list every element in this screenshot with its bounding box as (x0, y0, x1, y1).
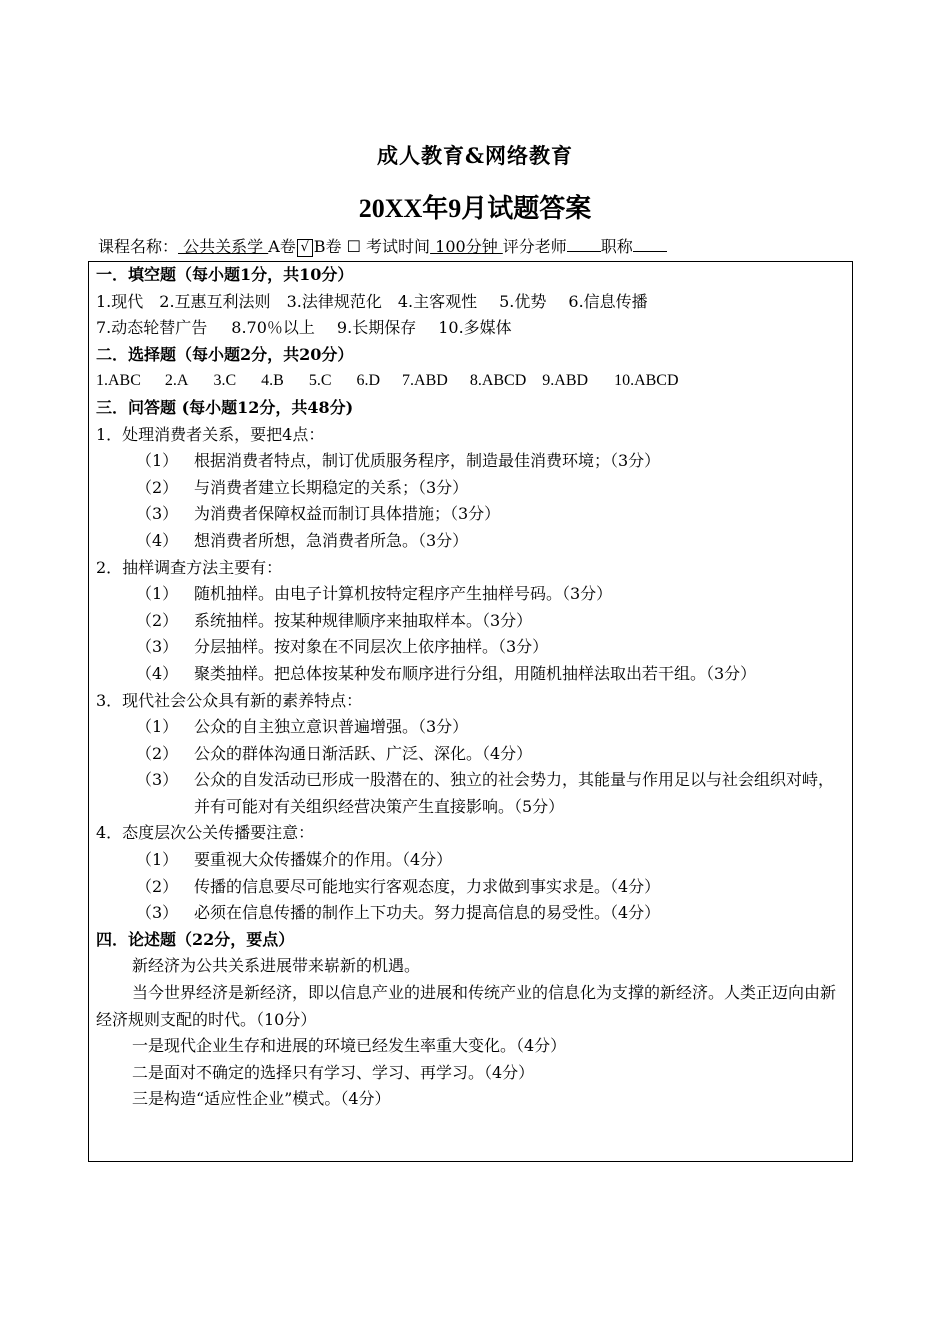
choice-answer: 8.ABCD (469, 372, 527, 390)
grader-blank (567, 237, 601, 252)
item-number: （1） (136, 451, 179, 471)
item-number: （3） (136, 903, 179, 923)
question-title: 4．态度层次公关传播要注意： (96, 823, 315, 843)
fill-answer: 6.信息传播 (568, 291, 648, 311)
fill-answer: 7.动态轮替广告 (96, 318, 208, 338)
choice-answer: 1.ABC (96, 372, 141, 390)
choice-answer: 2.A (164, 372, 189, 390)
fill-answer: 10.多媒体 (438, 318, 512, 338)
list-item (96, 741, 848, 768)
list-item (96, 448, 848, 475)
list-item (96, 714, 848, 741)
item-number: （2） (136, 743, 179, 763)
choice-answer: 6.D (356, 372, 381, 390)
list-item (96, 767, 848, 820)
choice-answer: 4.B (261, 372, 284, 390)
checkbox-empty-icon[interactable]: ☐ (346, 237, 361, 256)
list-item (96, 847, 848, 874)
list-item (96, 874, 848, 901)
job-title-blank (633, 237, 667, 252)
course-name: 公共关系学 (178, 237, 269, 256)
fill-answer: 4.主客观性 (397, 291, 478, 311)
list-item (96, 528, 848, 555)
item-text: 随机抽样。由电子计算机按特定程序产生抽样号码。（3分） (194, 584, 613, 604)
item-number: （2） (136, 610, 179, 630)
answer-content (96, 262, 848, 1113)
essay-paragraph: 当今世界经济是新经济，即以信息产业的进展和传统产业的信息化为支撑的新经济。人类正迈向由新经济规则支配的时代。（10分） (96, 983, 837, 1029)
question-title: 3．现代社会公众具有新的素养特点： (96, 690, 363, 710)
item-number: （2） (136, 876, 179, 896)
fill-answer: 9.长期保存 (336, 318, 417, 338)
fill-answer: 2.互惠互利法则 (159, 291, 271, 311)
item-number: （1） (136, 717, 179, 737)
fill-answer: 1.现代 (96, 291, 144, 311)
section3-heading: 三．问答题 (每小题12分，共48分) (96, 397, 354, 417)
fill-answer: 5.优势 (499, 291, 547, 311)
section1-heading: 一．填空题（每小题1分，共10分） (96, 265, 354, 284)
item-number: （1） (136, 584, 179, 604)
item-text: 与消费者建立长期稳定的关系；（3分） (194, 477, 469, 497)
item-number: （1） (136, 850, 179, 870)
list-item (96, 661, 848, 688)
list-item (96, 475, 848, 502)
section1-row1 (96, 289, 848, 316)
essay-paragraph: 三是构造“适应性企业”模式。（4分） (132, 1089, 391, 1109)
item-number: （2） (136, 477, 179, 497)
item-text: 分层抽样。按对象在不同层次上依序抽样。（3分） (194, 637, 549, 657)
exam-time-label: 考试时间 (360, 237, 431, 256)
choice-answer: 9.ABD (542, 372, 589, 390)
checkbox-checked[interactable]: √ (297, 239, 313, 257)
list-item (96, 608, 848, 635)
fill-answer: 3.法律规范化 (286, 291, 382, 311)
question-title: 2．抽样调查方法主要有： (96, 557, 283, 577)
list-item (96, 581, 848, 608)
list-item (96, 501, 848, 528)
institution-title: 成人教育&网络教育 (377, 143, 573, 168)
item-number: （3） (136, 637, 179, 657)
item-text: 公众的自发活动已形成一股潜在的、独立的社会势力，其能量与作用足以与社会组织对峙，并有可能对有关组织经营决策产生直接影响。（5分） (194, 770, 835, 816)
item-text: 想消费者所想，急消费者所急。（3分） (194, 530, 469, 550)
choice-answer: 5.C (308, 372, 332, 390)
choice-answer: 7.ABD (402, 372, 448, 390)
choice-answer: 10.ABCD (614, 372, 679, 390)
b-juan-label: B卷 (313, 237, 342, 256)
item-text: 根据消费者特点，制订优质服务程序，制造最佳消费环境；（3分） (194, 451, 661, 471)
choice-answer: 3.C (213, 372, 237, 390)
fill-answer: 8.70％以上 (231, 318, 315, 338)
grader-label: 评分老师 (502, 237, 567, 256)
item-text: 传播的信息要尽可能地实行客观态度，力求做到事实求是。（4分） (194, 876, 661, 896)
essay-paragraph: 一是现代企业生存和进展的环境已经发生率重大变化。（4分） (132, 1036, 567, 1056)
essay-paragraph: 新经济为公共关系进展带来崭新的机遇。 (132, 956, 421, 976)
section2-answers (96, 368, 848, 395)
course-label: 课程名称： (98, 237, 179, 256)
essay-paragraph: 二是面对不确定的选择只有学习、学习、再学习。（4分） (132, 1062, 535, 1082)
question-title: 1．处理消费者关系，要把4点： (96, 424, 325, 444)
exam-title: 20XX年9月试题答案 (358, 194, 592, 223)
item-text: 为消费者保障权益而制订具体措施；（3分） (194, 504, 501, 524)
a-juan-label: A卷 (268, 237, 296, 256)
job-title-label: 职称 (600, 237, 633, 256)
item-number: （3） (136, 770, 179, 790)
item-number: （3） (136, 504, 179, 524)
course-info-line (98, 236, 667, 258)
section2-heading: 二．选择题（每小题2分，共20分） (96, 344, 354, 364)
item-text: 要重视大众传播媒介的作用。（4分） (194, 850, 453, 870)
item-text: 聚类抽样。把总体按某种发布顺序进行分组，用随机抽样法取出若干组。（3分） (194, 663, 757, 683)
list-item (96, 634, 848, 661)
item-text: 公众的自主独立意识普遍增强。（3分） (194, 717, 469, 737)
item-text: 必须在信息传播的制作上下功夫。努力提高信息的易受性。（4分） (194, 903, 661, 923)
item-number: （4） (136, 663, 179, 683)
section4-heading: 四．论述题（22分，要点） (96, 929, 295, 949)
item-text: 公众的群体沟通日渐活跃、广泛、深化。（4分） (194, 743, 533, 763)
section1-row2 (96, 315, 848, 342)
item-number: （4） (136, 530, 179, 550)
list-item (96, 900, 848, 927)
item-text: 系统抽样。按某种规律顺序来抽取样本。（3分） (194, 610, 533, 630)
exam-time-value: 100分钟 (430, 237, 503, 256)
